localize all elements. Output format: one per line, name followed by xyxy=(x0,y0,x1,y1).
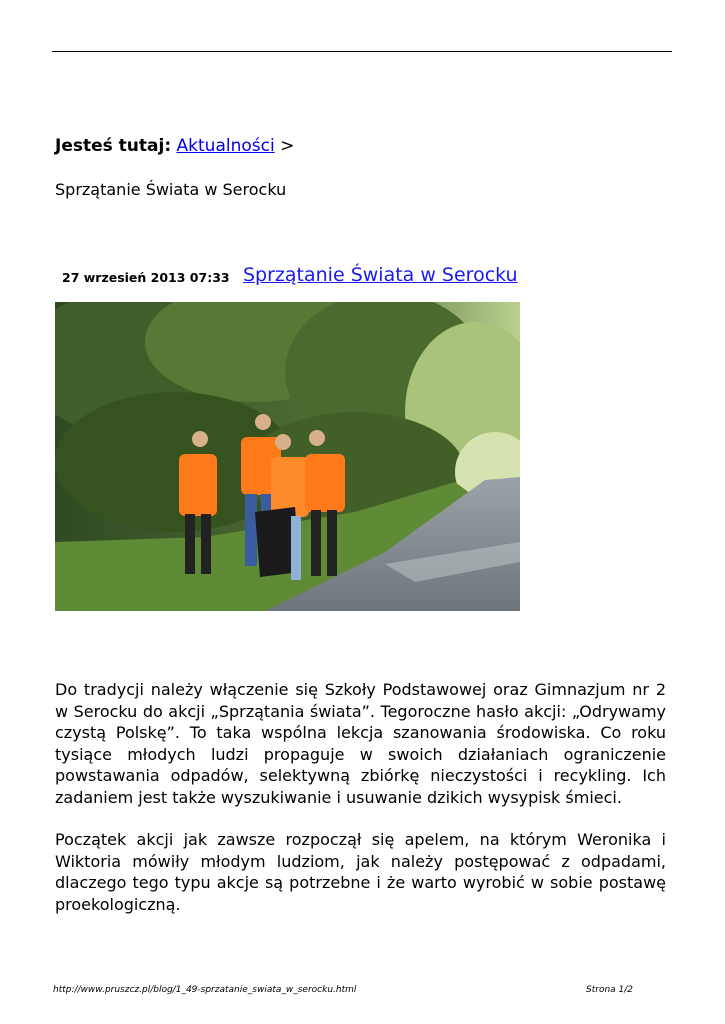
article-body xyxy=(55,679,666,936)
breadcrumb xyxy=(55,136,294,156)
post-title-link[interactable]: Sprzątanie Świata w Serocku xyxy=(243,264,518,286)
article-paragraph: Do tradycji należy włączenie się Szkoły Podstawowej oraz Gimnazjum nr 2 w Serocku do akcji „Sprzątania świata”. Tegoroczne hasło akcji: „Odrywamy czystą Polskę”. To taka wspólna lekcja szanowania środowiska. Co roku tysiące młodych ludzi propaguje w swoich działaniach ograniczenie powstawania odpadów, selektywną zbiórkę nieczystości i recykling. Ich zadaniem jest także wyszukiwanie i usuwanie dzikich wysypisk śmieci. xyxy=(55,680,666,807)
breadcrumb-label: Jesteś tutaj: xyxy=(55,136,172,156)
footer-url: http://www.pruszcz.pl/blog/1_49-sprzatanie_swiata_w_serocku.html xyxy=(53,985,357,995)
article-photo xyxy=(55,302,520,611)
page-subtitle: Sprzątanie Świata w Serocku xyxy=(55,180,287,199)
header-rule xyxy=(52,51,672,52)
post-date: 27 wrzesień 2013 07:33 xyxy=(62,270,230,285)
breadcrumb-separator: > xyxy=(280,136,295,156)
breadcrumb-link-news[interactable]: Aktualności xyxy=(176,136,275,156)
footer-page-number: Strona 1/2 xyxy=(586,985,634,995)
article-paragraph: Początek akcji jak zawsze rozpoczął się apelem, na którym Weronika i Wiktoria mówiły młodym ludziom, jak należy postępować z odpadami, dlaczego tego typu akcje są potrzebne i że warto wyrobić w sobie postawę proekologiczną. xyxy=(55,830,666,914)
